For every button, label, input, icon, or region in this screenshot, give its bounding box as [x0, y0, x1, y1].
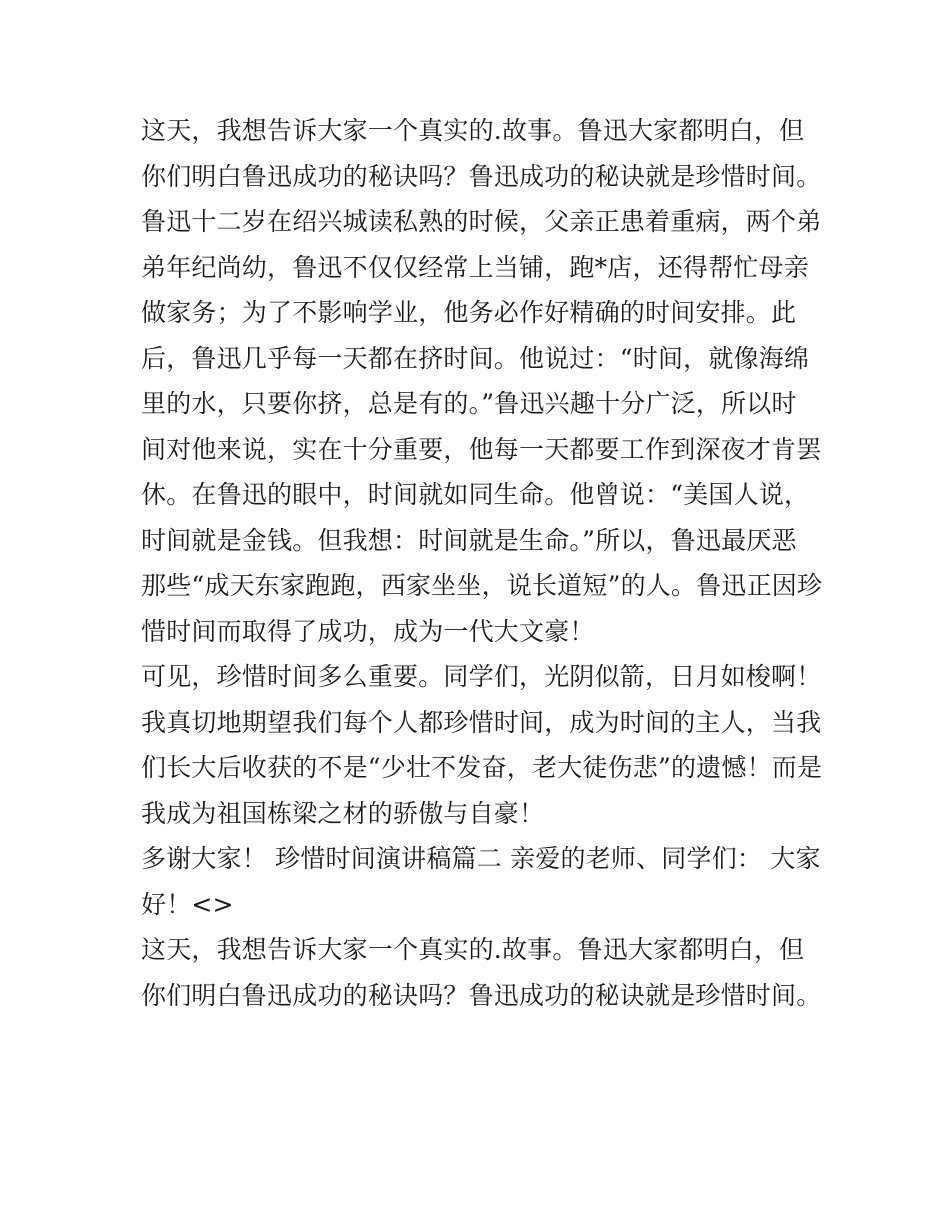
text-line: 那些“成天东家跑跑，西家坐坐，说长道短”的人。鲁迅正因珍: [141, 571, 823, 600]
text-line: 可见，珍惜时间多么重要。同学们，光阴似箭，日月如梭啊！: [141, 662, 822, 691]
text-line: 做家务；为了不影响学业，他务必作好精确的时间安排。此: [141, 298, 797, 327]
text-line: 里的水，只要你挤，总是有的。”鲁迅兴趣十分广泛，所以时: [141, 389, 797, 418]
text-line: 我成为祖国栋梁之材的骄傲与自豪！: [141, 798, 545, 828]
text-line: 你们明白鲁迅成功的秘诀吗？鲁迅成功的秘诀就是珍惜时间。: [141, 161, 822, 191]
text-line: 鲁迅十二岁在绍兴城读私熟的时候，父亲正患着重病，两个弟: [141, 207, 822, 236]
text-line: 好！<>: [141, 889, 234, 919]
text-line: 我真切地期望我们每个人都珍惜时间，成为时间的主人，当我: [141, 707, 822, 737]
text-line: 们长大后收获的不是“少壮不发奋，老大徒伤悲”的遗憾！而是: [141, 753, 823, 782]
text-line: 这天，我想告诉大家一个真实的.故事。鲁迅大家都明白，但: [141, 935, 805, 964]
text-line: 你们明白鲁迅成功的秘诀吗？鲁迅成功的秘诀就是珍惜时间。: [141, 980, 822, 1010]
text-line: 后，鲁迅几乎每一天都在挤时间。他说过：“时间，就像海绵: [141, 343, 810, 373]
text-line: 弟年纪尚幼，鲁迅不仅仅经常上当铺，跑*店，还得帮忙母亲: [141, 252, 809, 282]
text-line: 休。在鲁迅的眼中，时间就如同生命。他曾说：“美国人说，: [141, 480, 810, 509]
document-body: [141, 108, 831, 1018]
text-line: 时间就是金钱。但我想：时间就是生命。”所以，鲁迅最厌恶: [141, 525, 797, 555]
text-line: 多谢大家！ 珍惜时间演讲稿篇二 亲爱的老师、同学们： 大家: [141, 844, 821, 873]
text-line: 惜时间而取得了成功，成为一代大文豪！: [141, 616, 595, 646]
text-line: 这天，我想告诉大家一个真实的.故事。鲁迅大家都明白，但: [141, 116, 805, 145]
text-line: 间对他来说，实在十分重要，他每一天都要工作到深夜才肯罢: [141, 434, 822, 464]
